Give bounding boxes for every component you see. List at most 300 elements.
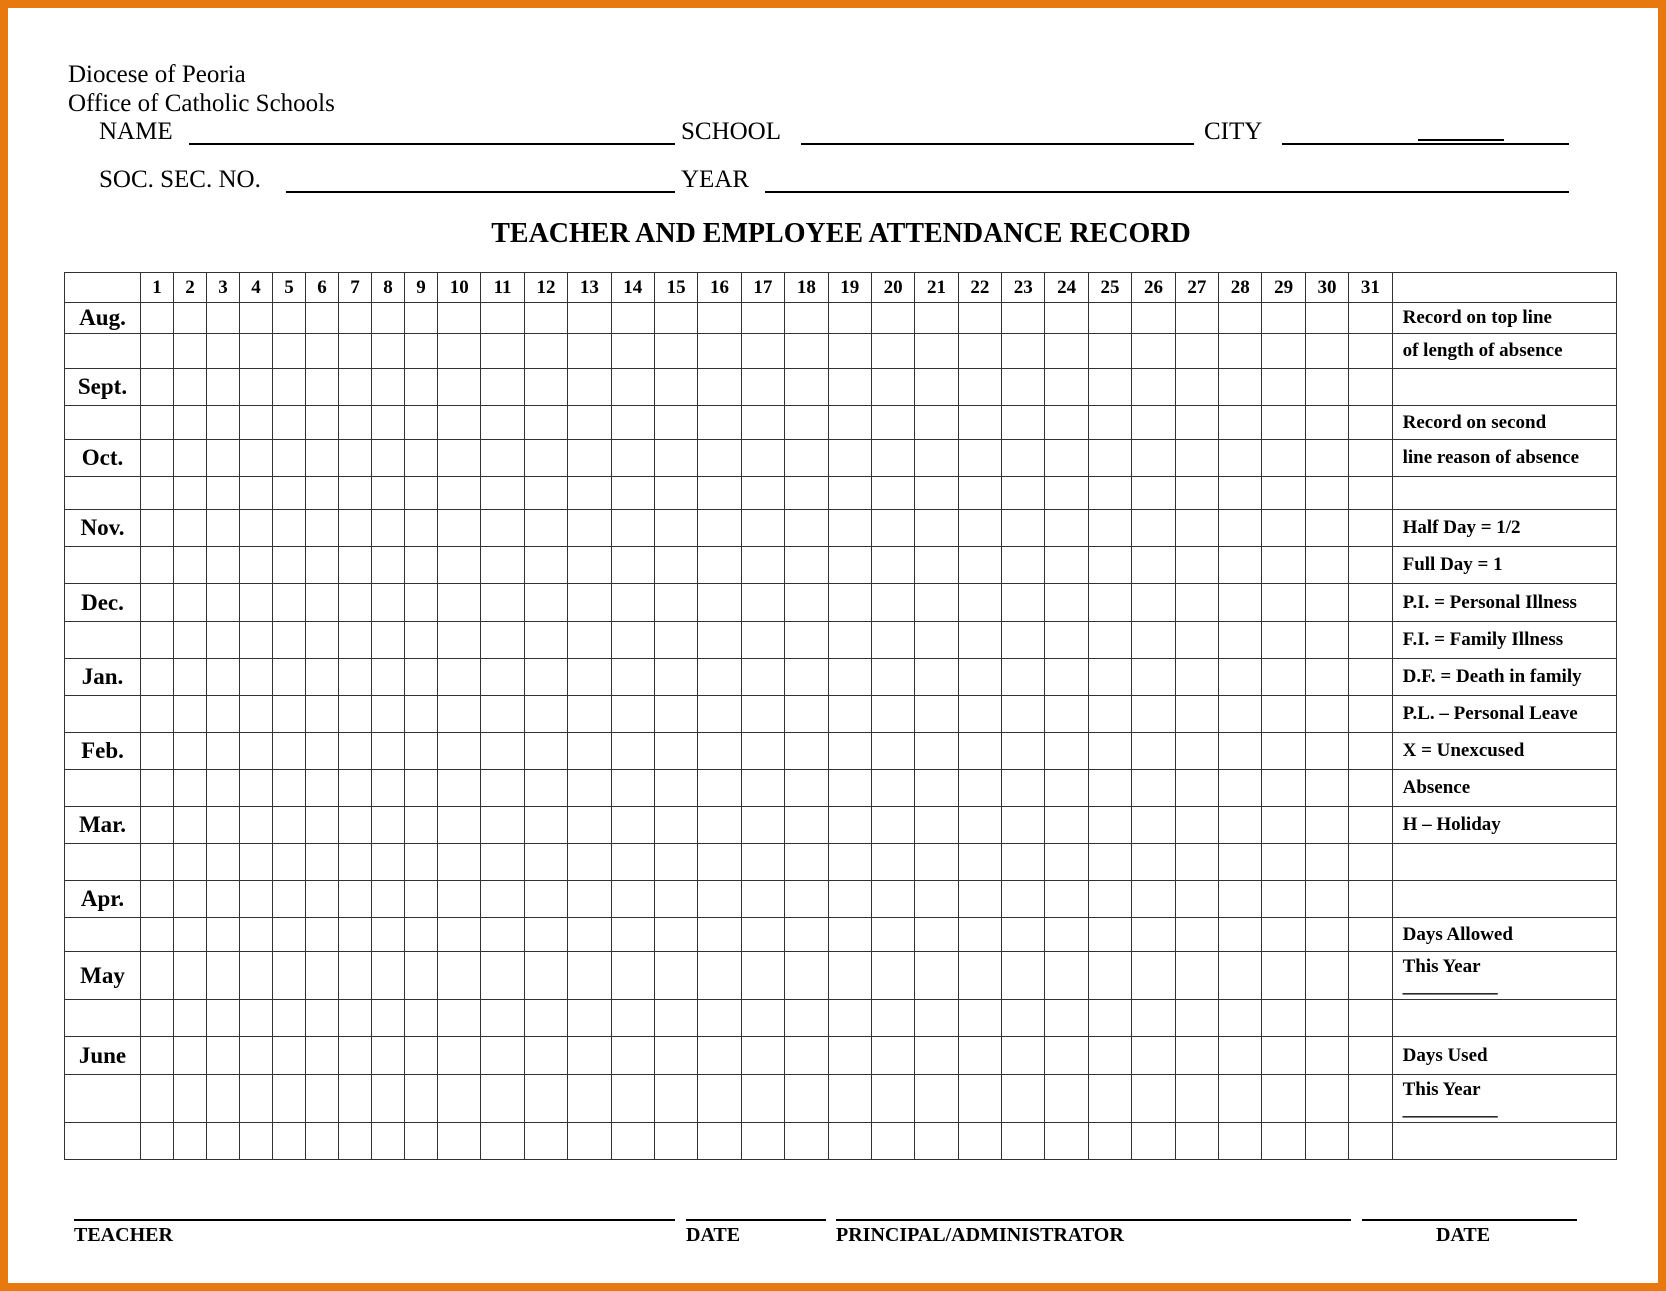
attendance-cell[interactable] <box>372 440 405 477</box>
attendance-cell[interactable] <box>568 1123 611 1160</box>
attendance-cell[interactable] <box>698 510 741 547</box>
attendance-cell[interactable] <box>871 1037 914 1075</box>
attendance-cell[interactable] <box>1349 659 1392 696</box>
attendance-cell[interactable] <box>1132 952 1175 1000</box>
attendance-cell[interactable] <box>741 770 784 807</box>
attendance-cell[interactable] <box>958 477 1001 510</box>
attendance-cell[interactable] <box>1349 303 1392 334</box>
attendance-cell[interactable] <box>1219 510 1262 547</box>
attendance-cell[interactable] <box>654 1123 697 1160</box>
attendance-cell[interactable] <box>1305 369 1348 406</box>
attendance-cell[interactable] <box>1262 844 1305 881</box>
attendance-cell[interactable] <box>741 918 784 952</box>
attendance-cell[interactable] <box>1262 369 1305 406</box>
attendance-cell[interactable] <box>915 844 958 881</box>
attendance-cell[interactable] <box>339 659 372 696</box>
attendance-cell[interactable] <box>1219 844 1262 881</box>
attendance-cell[interactable] <box>611 334 654 369</box>
attendance-cell[interactable] <box>785 1000 828 1037</box>
attendance-cell[interactable] <box>1002 1123 1045 1160</box>
attendance-cell[interactable] <box>481 1075 524 1123</box>
attendance-cell[interactable] <box>654 477 697 510</box>
attendance-cell[interactable] <box>785 510 828 547</box>
attendance-cell[interactable] <box>611 369 654 406</box>
attendance-cell[interactable] <box>698 770 741 807</box>
attendance-cell[interactable] <box>141 584 174 622</box>
attendance-cell[interactable] <box>438 477 481 510</box>
attendance-cell[interactable] <box>698 1000 741 1037</box>
attendance-cell[interactable] <box>240 696 273 733</box>
attendance-cell[interactable] <box>1349 440 1392 477</box>
attendance-cell[interactable] <box>741 1037 784 1075</box>
attendance-cell[interactable] <box>141 1000 174 1037</box>
attendance-cell[interactable] <box>372 1037 405 1075</box>
attendance-cell[interactable] <box>405 918 438 952</box>
attendance-cell[interactable] <box>1219 1075 1262 1123</box>
attendance-cell[interactable] <box>1262 881 1305 918</box>
attendance-cell[interactable] <box>785 622 828 659</box>
attendance-cell[interactable] <box>1175 584 1218 622</box>
attendance-cell[interactable] <box>1002 369 1045 406</box>
attendance-cell[interactable] <box>871 844 914 881</box>
attendance-cell[interactable] <box>958 881 1001 918</box>
attendance-cell[interactable] <box>1349 733 1392 770</box>
attendance-cell[interactable] <box>958 696 1001 733</box>
attendance-cell[interactable] <box>871 918 914 952</box>
attendance-cell[interactable] <box>698 477 741 510</box>
attendance-cell[interactable] <box>915 1037 958 1075</box>
attendance-cell[interactable] <box>1349 584 1392 622</box>
attendance-cell[interactable] <box>1305 510 1348 547</box>
attendance-cell[interactable] <box>141 440 174 477</box>
attendance-cell[interactable] <box>1349 918 1392 952</box>
attendance-cell[interactable] <box>438 952 481 1000</box>
attendance-cell[interactable] <box>785 334 828 369</box>
attendance-cell[interactable] <box>741 477 784 510</box>
attendance-cell[interactable] <box>785 1037 828 1075</box>
attendance-cell[interactable] <box>741 334 784 369</box>
attendance-cell[interactable] <box>1132 807 1175 844</box>
attendance-cell[interactable] <box>828 881 871 918</box>
attendance-cell[interactable] <box>1175 477 1218 510</box>
attendance-cell[interactable] <box>915 406 958 440</box>
attendance-cell[interactable] <box>958 1000 1001 1037</box>
attendance-cell[interactable] <box>174 622 207 659</box>
attendance-cell[interactable] <box>785 440 828 477</box>
attendance-cell[interactable] <box>339 440 372 477</box>
attendance-cell[interactable] <box>1219 440 1262 477</box>
attendance-cell[interactable] <box>405 659 438 696</box>
attendance-cell[interactable] <box>1002 584 1045 622</box>
attendance-cell[interactable] <box>1088 1075 1131 1123</box>
attendance-cell[interactable] <box>1219 733 1262 770</box>
attendance-cell[interactable] <box>915 510 958 547</box>
attendance-cell[interactable] <box>568 303 611 334</box>
attendance-cell[interactable] <box>654 1037 697 1075</box>
attendance-cell[interactable] <box>871 440 914 477</box>
attendance-cell[interactable] <box>1349 369 1392 406</box>
attendance-cell[interactable] <box>1002 510 1045 547</box>
attendance-cell[interactable] <box>1002 770 1045 807</box>
attendance-cell[interactable] <box>524 1000 567 1037</box>
attendance-cell[interactable] <box>1349 1123 1392 1160</box>
attendance-cell[interactable] <box>1305 1075 1348 1123</box>
attendance-cell[interactable] <box>438 659 481 696</box>
attendance-cell[interactable] <box>1219 547 1262 584</box>
attendance-cell[interactable] <box>568 952 611 1000</box>
attendance-cell[interactable] <box>207 1075 240 1123</box>
principal-date-line[interactable] <box>1362 1219 1577 1221</box>
attendance-cell[interactable] <box>481 770 524 807</box>
attendance-cell[interactable] <box>240 584 273 622</box>
attendance-cell[interactable] <box>1305 622 1348 659</box>
attendance-cell[interactable] <box>1088 1123 1131 1160</box>
attendance-cell[interactable] <box>524 547 567 584</box>
attendance-cell[interactable] <box>958 918 1001 952</box>
attendance-cell[interactable] <box>654 406 697 440</box>
attendance-cell[interactable] <box>915 334 958 369</box>
attendance-cell[interactable] <box>1088 477 1131 510</box>
attendance-cell[interactable] <box>1219 1123 1262 1160</box>
attendance-cell[interactable] <box>1045 844 1088 881</box>
attendance-cell[interactable] <box>405 952 438 1000</box>
attendance-cell[interactable] <box>1045 510 1088 547</box>
attendance-cell[interactable] <box>785 881 828 918</box>
attendance-cell[interactable] <box>240 440 273 477</box>
attendance-cell[interactable] <box>207 1000 240 1037</box>
attendance-cell[interactable] <box>785 584 828 622</box>
attendance-cell[interactable] <box>1219 881 1262 918</box>
attendance-cell[interactable] <box>141 510 174 547</box>
attendance-cell[interactable] <box>871 770 914 807</box>
attendance-cell[interactable] <box>1305 584 1348 622</box>
attendance-cell[interactable] <box>524 696 567 733</box>
attendance-cell[interactable] <box>481 477 524 510</box>
attendance-cell[interactable] <box>654 622 697 659</box>
attendance-cell[interactable] <box>481 510 524 547</box>
attendance-cell[interactable] <box>1002 952 1045 1000</box>
attendance-cell[interactable] <box>1002 807 1045 844</box>
attendance-cell[interactable] <box>654 334 697 369</box>
attendance-cell[interactable] <box>207 440 240 477</box>
attendance-cell[interactable] <box>438 733 481 770</box>
attendance-cell[interactable] <box>405 547 438 584</box>
attendance-cell[interactable] <box>915 584 958 622</box>
attendance-cell[interactable] <box>372 1000 405 1037</box>
attendance-cell[interactable] <box>1262 659 1305 696</box>
attendance-cell[interactable] <box>1132 369 1175 406</box>
attendance-cell[interactable] <box>654 952 697 1000</box>
attendance-cell[interactable] <box>524 584 567 622</box>
attendance-cell[interactable] <box>1305 733 1348 770</box>
attendance-cell[interactable] <box>915 622 958 659</box>
attendance-cell[interactable] <box>1175 622 1218 659</box>
attendance-cell[interactable] <box>174 547 207 584</box>
attendance-cell[interactable] <box>273 807 306 844</box>
attendance-cell[interactable] <box>372 1123 405 1160</box>
attendance-cell[interactable] <box>568 733 611 770</box>
attendance-cell[interactable] <box>828 952 871 1000</box>
attendance-cell[interactable] <box>1262 477 1305 510</box>
attendance-cell[interactable] <box>1132 547 1175 584</box>
attendance-cell[interactable] <box>785 1123 828 1160</box>
attendance-cell[interactable] <box>438 1075 481 1123</box>
attendance-cell[interactable] <box>339 547 372 584</box>
attendance-cell[interactable] <box>1045 1123 1088 1160</box>
attendance-cell[interactable] <box>481 369 524 406</box>
attendance-cell[interactable] <box>568 547 611 584</box>
attendance-cell[interactable] <box>698 440 741 477</box>
attendance-cell[interactable] <box>438 1123 481 1160</box>
attendance-cell[interactable] <box>1132 696 1175 733</box>
attendance-cell[interactable] <box>1219 369 1262 406</box>
legend-blank-line[interactable]: __________ <box>1402 1098 1498 1120</box>
attendance-cell[interactable] <box>785 369 828 406</box>
legend-blank-line[interactable]: __________ <box>1402 975 1498 997</box>
attendance-cell[interactable] <box>1088 918 1131 952</box>
attendance-cell[interactable] <box>524 369 567 406</box>
attendance-cell[interactable] <box>1175 547 1218 584</box>
attendance-cell[interactable] <box>1305 659 1348 696</box>
attendance-cell[interactable] <box>481 881 524 918</box>
attendance-cell[interactable] <box>1305 881 1348 918</box>
attendance-cell[interactable] <box>611 510 654 547</box>
attendance-cell[interactable] <box>1305 770 1348 807</box>
attendance-cell[interactable] <box>174 440 207 477</box>
attendance-cell[interactable] <box>405 622 438 659</box>
attendance-cell[interactable] <box>306 334 339 369</box>
attendance-cell[interactable] <box>828 1037 871 1075</box>
attendance-cell[interactable] <box>1175 510 1218 547</box>
attendance-cell[interactable] <box>568 510 611 547</box>
attendance-cell[interactable] <box>654 807 697 844</box>
attendance-cell[interactable] <box>306 733 339 770</box>
attendance-cell[interactable] <box>1045 696 1088 733</box>
attendance-cell[interactable] <box>306 952 339 1000</box>
attendance-cell[interactable] <box>141 334 174 369</box>
attendance-cell[interactable] <box>828 440 871 477</box>
attendance-cell[interactable] <box>568 1075 611 1123</box>
attendance-cell[interactable] <box>785 477 828 510</box>
attendance-cell[interactable] <box>698 918 741 952</box>
attendance-cell[interactable] <box>1305 303 1348 334</box>
attendance-cell[interactable] <box>611 770 654 807</box>
attendance-cell[interactable] <box>339 807 372 844</box>
attendance-cell[interactable] <box>741 303 784 334</box>
attendance-cell[interactable] <box>1132 510 1175 547</box>
attendance-cell[interactable] <box>698 1037 741 1075</box>
attendance-cell[interactable] <box>1002 844 1045 881</box>
attendance-cell[interactable] <box>1305 477 1348 510</box>
attendance-cell[interactable] <box>915 369 958 406</box>
attendance-cell[interactable] <box>698 881 741 918</box>
attendance-cell[interactable] <box>958 1075 1001 1123</box>
attendance-cell[interactable] <box>405 1000 438 1037</box>
attendance-cell[interactable] <box>405 303 438 334</box>
attendance-cell[interactable] <box>915 881 958 918</box>
attendance-cell[interactable] <box>828 477 871 510</box>
attendance-cell[interactable] <box>306 696 339 733</box>
attendance-cell[interactable] <box>1132 733 1175 770</box>
attendance-cell[interactable] <box>141 918 174 952</box>
attendance-cell[interactable] <box>1349 696 1392 733</box>
attendance-cell[interactable] <box>1219 807 1262 844</box>
attendance-cell[interactable] <box>1262 440 1305 477</box>
attendance-cell[interactable] <box>141 477 174 510</box>
attendance-cell[interactable] <box>611 844 654 881</box>
attendance-cell[interactable] <box>438 406 481 440</box>
attendance-cell[interactable] <box>741 440 784 477</box>
attendance-cell[interactable] <box>1305 440 1348 477</box>
attendance-cell[interactable] <box>405 369 438 406</box>
attendance-cell[interactable] <box>1002 733 1045 770</box>
attendance-cell[interactable] <box>240 303 273 334</box>
attendance-cell[interactable] <box>741 1123 784 1160</box>
attendance-cell[interactable] <box>273 1000 306 1037</box>
attendance-cell[interactable] <box>741 510 784 547</box>
attendance-cell[interactable] <box>438 1037 481 1075</box>
attendance-cell[interactable] <box>481 807 524 844</box>
attendance-cell[interactable] <box>958 584 1001 622</box>
school-field[interactable] <box>801 143 1194 145</box>
attendance-cell[interactable] <box>1349 952 1392 1000</box>
attendance-cell[interactable] <box>1175 918 1218 952</box>
attendance-cell[interactable] <box>141 622 174 659</box>
attendance-cell[interactable] <box>174 1037 207 1075</box>
attendance-cell[interactable] <box>1219 770 1262 807</box>
attendance-cell[interactable] <box>174 510 207 547</box>
attendance-cell[interactable] <box>828 369 871 406</box>
attendance-cell[interactable] <box>741 369 784 406</box>
attendance-cell[interactable] <box>174 1123 207 1160</box>
attendance-cell[interactable] <box>306 440 339 477</box>
attendance-cell[interactable] <box>871 303 914 334</box>
attendance-cell[interactable] <box>654 1000 697 1037</box>
attendance-cell[interactable] <box>273 547 306 584</box>
attendance-cell[interactable] <box>1132 477 1175 510</box>
attendance-cell[interactable] <box>339 733 372 770</box>
attendance-cell[interactable] <box>568 1037 611 1075</box>
attendance-cell[interactable] <box>207 807 240 844</box>
attendance-cell[interactable] <box>828 1075 871 1123</box>
attendance-cell[interactable] <box>405 510 438 547</box>
attendance-cell[interactable] <box>568 659 611 696</box>
attendance-cell[interactable] <box>306 406 339 440</box>
attendance-cell[interactable] <box>524 807 567 844</box>
attendance-cell[interactable] <box>1262 918 1305 952</box>
attendance-cell[interactable] <box>405 844 438 881</box>
attendance-cell[interactable] <box>828 770 871 807</box>
attendance-cell[interactable] <box>405 881 438 918</box>
attendance-cell[interactable] <box>828 733 871 770</box>
attendance-cell[interactable] <box>481 696 524 733</box>
attendance-cell[interactable] <box>174 952 207 1000</box>
attendance-cell[interactable] <box>741 952 784 1000</box>
attendance-cell[interactable] <box>438 622 481 659</box>
attendance-cell[interactable] <box>372 918 405 952</box>
attendance-cell[interactable] <box>339 406 372 440</box>
attendance-cell[interactable] <box>1305 844 1348 881</box>
ssn-field[interactable] <box>286 191 675 193</box>
attendance-cell[interactable] <box>654 369 697 406</box>
attendance-cell[interactable] <box>240 406 273 440</box>
attendance-cell[interactable] <box>240 334 273 369</box>
attendance-cell[interactable] <box>141 1037 174 1075</box>
attendance-cell[interactable] <box>1175 733 1218 770</box>
attendance-cell[interactable] <box>372 477 405 510</box>
attendance-cell[interactable] <box>240 659 273 696</box>
attendance-cell[interactable] <box>915 303 958 334</box>
attendance-cell[interactable] <box>174 406 207 440</box>
attendance-cell[interactable] <box>524 881 567 918</box>
attendance-cell[interactable] <box>1305 918 1348 952</box>
attendance-cell[interactable] <box>481 733 524 770</box>
attendance-cell[interactable] <box>568 770 611 807</box>
attendance-cell[interactable] <box>1305 406 1348 440</box>
attendance-cell[interactable] <box>611 440 654 477</box>
attendance-cell[interactable] <box>1349 547 1392 584</box>
attendance-cell[interactable] <box>741 584 784 622</box>
attendance-cell[interactable] <box>524 770 567 807</box>
attendance-cell[interactable] <box>611 406 654 440</box>
attendance-cell[interactable] <box>958 369 1001 406</box>
attendance-cell[interactable] <box>273 952 306 1000</box>
attendance-cell[interactable] <box>174 303 207 334</box>
attendance-cell[interactable] <box>871 369 914 406</box>
attendance-cell[interactable] <box>828 659 871 696</box>
attendance-cell[interactable] <box>828 918 871 952</box>
attendance-cell[interactable] <box>1088 1037 1131 1075</box>
attendance-cell[interactable] <box>372 622 405 659</box>
attendance-cell[interactable] <box>339 334 372 369</box>
attendance-cell[interactable] <box>654 918 697 952</box>
attendance-cell[interactable] <box>481 622 524 659</box>
attendance-cell[interactable] <box>611 807 654 844</box>
attendance-cell[interactable] <box>828 1000 871 1037</box>
attendance-cell[interactable] <box>174 369 207 406</box>
attendance-cell[interactable] <box>372 1075 405 1123</box>
attendance-cell[interactable] <box>1349 844 1392 881</box>
attendance-cell[interactable] <box>339 510 372 547</box>
attendance-cell[interactable] <box>1088 733 1131 770</box>
attendance-cell[interactable] <box>785 659 828 696</box>
attendance-cell[interactable] <box>915 807 958 844</box>
attendance-cell[interactable] <box>1132 881 1175 918</box>
attendance-cell[interactable] <box>207 770 240 807</box>
attendance-cell[interactable] <box>1262 334 1305 369</box>
attendance-cell[interactable] <box>405 1123 438 1160</box>
attendance-cell[interactable] <box>611 659 654 696</box>
attendance-cell[interactable] <box>339 622 372 659</box>
attendance-cell[interactable] <box>741 622 784 659</box>
attendance-cell[interactable] <box>958 733 1001 770</box>
attendance-cell[interactable] <box>1132 303 1175 334</box>
attendance-cell[interactable] <box>611 918 654 952</box>
attendance-cell[interactable] <box>524 844 567 881</box>
attendance-cell[interactable] <box>141 881 174 918</box>
attendance-cell[interactable] <box>785 406 828 440</box>
attendance-cell[interactable] <box>1088 696 1131 733</box>
attendance-cell[interactable] <box>372 844 405 881</box>
attendance-cell[interactable] <box>698 844 741 881</box>
attendance-cell[interactable] <box>438 334 481 369</box>
attendance-cell[interactable] <box>1045 1075 1088 1123</box>
year-field[interactable] <box>765 191 1569 193</box>
attendance-cell[interactable] <box>1045 733 1088 770</box>
attendance-cell[interactable] <box>524 733 567 770</box>
attendance-cell[interactable] <box>1219 952 1262 1000</box>
attendance-cell[interactable] <box>273 1075 306 1123</box>
